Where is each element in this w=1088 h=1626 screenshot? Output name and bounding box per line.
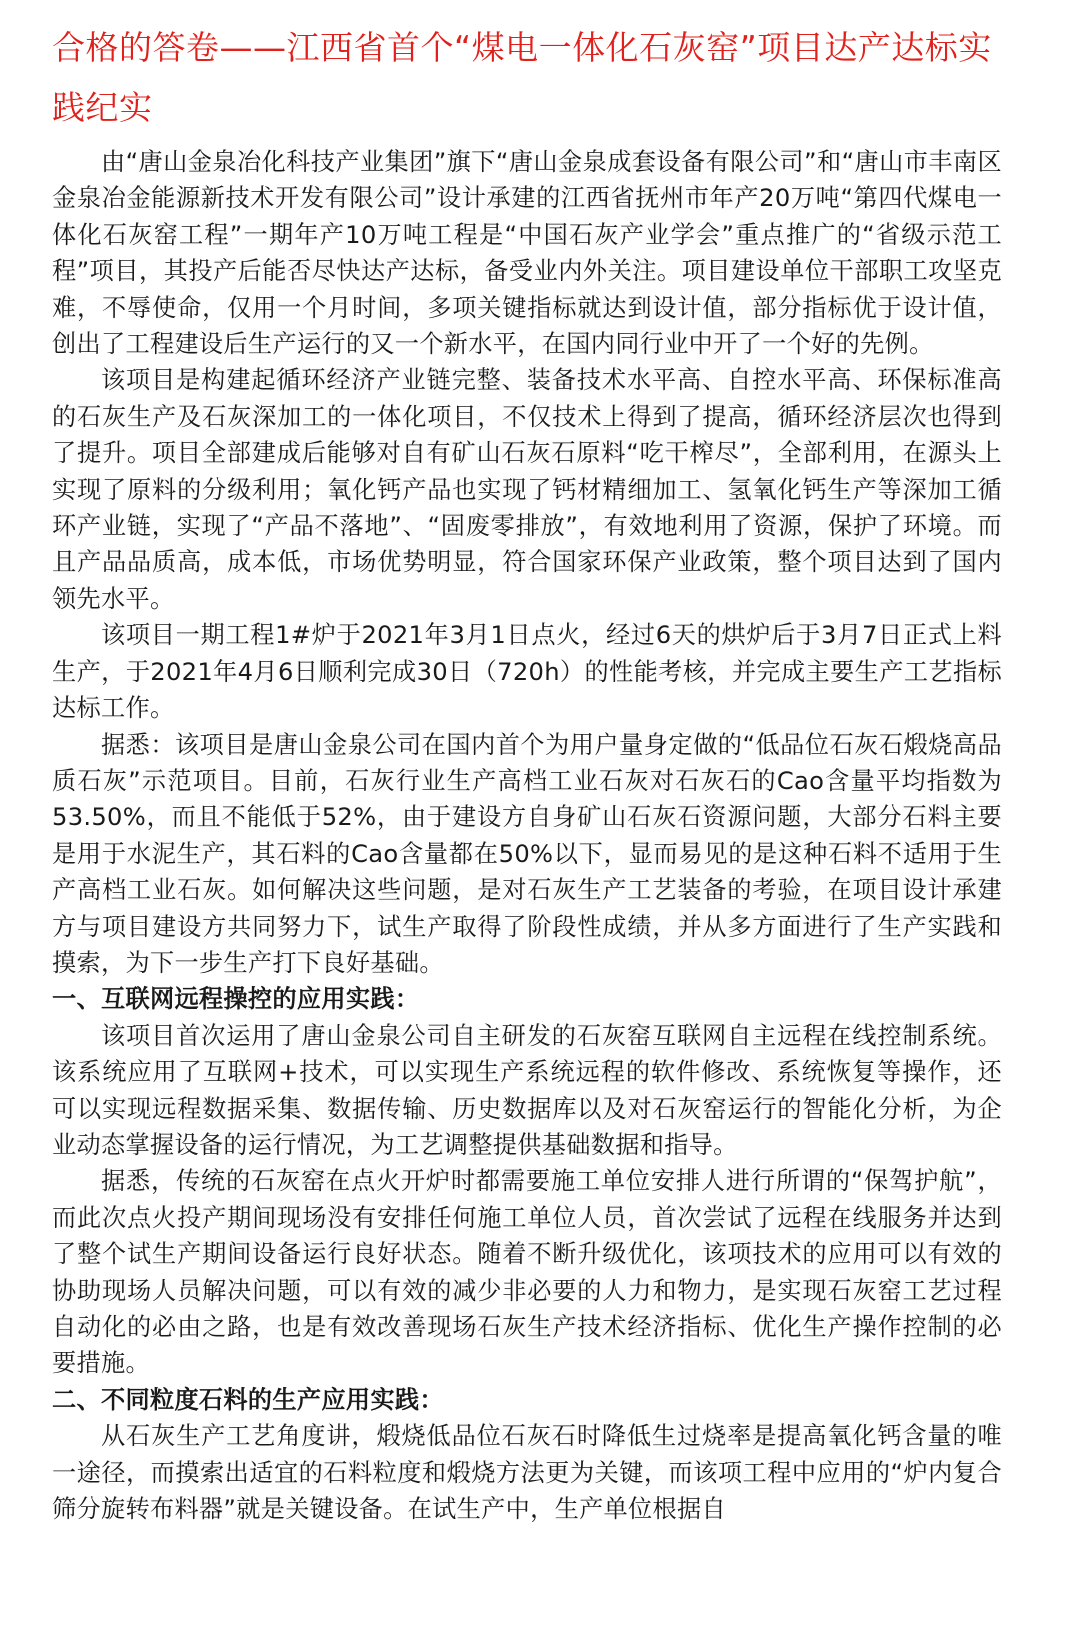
paragraph-low-grade-limestone: 据悉：该项目是唐山金泉公司在国内首个为用户量身定做的“低品位石灰石煅烧高品质石灰”示范项目。目前，石灰行业生产高档工业石灰对石灰石的Cao含量平均指数为53.50%，而且不能低于52%，由于建设方自身矿山石灰石资源问题，大部分石料主要是用于水泥生产，其石料的Cao含量都在50%以下，显而易见的是这种石料不适用于生产高档工业石灰。如何解决这些问题，是对石灰生产工艺装备的考验，在项目设计承建方与项目建设方共同努力下，试生产取得了阶段性成绩，并从多方面进行了生产实践和摸索，为下一步生产打下良好基础。 xyxy=(52,730,1002,977)
paragraph-ignition-timeline: 该项目一期工程1#炉于2021年3月1日点火，经过6天的烘炉后于3月7日正式上料生产，于2021年4月6日顺利完成30日（720h）的性能考核，并完成主要生产工艺指标达标工作。 xyxy=(52,621,1002,723)
paragraph-project-overview: 该项目是构建起循环经济产业链完整、装备技术水平高、自控水平高、环保标准高的石灰生产及石灰深加工的一体化项目，不仅技术上得到了提高，循环经济层次也得到了提升。项目全部建成后能够对自有矿山石灰石原料“吃干榨尽”，全部利用，在源头上实现了原料的分级利用；氧化钙产品也实现了钙材精细加工、氢氧化钙生产等深加工循环产业链，实现了“产品不落地”、“固废零排放”，有效地利用了资源，保护了环境。而且产品品质高，成本低，市场优势明显，符合国家环保产业政策，整个项目达到了国内领先水平。 xyxy=(52,366,1002,613)
section-heading-remote-control: 一、互联网远程操控的应用实践： xyxy=(52,985,420,1014)
paragraph-granularity-practice: 从石灰生产工艺角度讲，煅烧低品位石灰石时降低生过烧率是提高氧化钙含量的唯一途径，而摸索出适宜的石料粒度和煅烧方法更为关键，而该项工程中应用的“炉内复合筛分旋转布料器”就是关键设备。在试生产中，生产单位根据自 xyxy=(52,1422,1002,1524)
paragraph-intro: 由“唐山金泉冶化科技产业集团”旗下“唐山金泉成套设备有限公司”和“唐山市丰南区金泉冶金能源新技术开发有限公司”设计承建的江西省抚州市年产20万吨“第四代煤电一体化石灰窑工程”一期年产10万吨工程是“中国石灰产业学会”重点推广的“省级示范工程”项目，其投产后能否尽快达产达标，备受业内外关注。项目建设单位干部职工攻坚克难，不辱使命，仅用一个月时间，多项关键指标就达到设计值，部分指标优于设计值，创出了工程建设后生产运行的又一个新水平，在国内同行业中开了一个好的先例。 xyxy=(52,148,1002,359)
section-heading-stone-granularity: 二、不同粒度石料的生产应用实践： xyxy=(52,1385,444,1414)
paragraph-remote-control-system: 该项目首次运用了唐山金泉公司自主研发的石灰窑互联网自主远程在线控制系统。该系统应用了互联网+技术，可以实现生产系统远程的软件修改、系统恢复等操作，还可以实现远程数据采集、数据传输、历史数据库以及对石灰窑运行的智能化分析，为企业动态掌握设备的运行情况，为工艺调整提供基础数据和指导。 xyxy=(52,1021,1002,1159)
document-page xyxy=(52,18,1002,1527)
article-title: 合格的答卷——江西省首个“煤电一体化石灰窑”项目达产达标实践纪实 xyxy=(52,28,992,127)
paragraph-remote-service: 据悉，传统的石灰窑在点火开炉时都需要施工单位安排人进行所谓的“保驾护航”，而此次点火投产期间现场没有安排任何施工单位人员，首次尝试了远程在线服务并达到了整个试生产期间设备运行良好状态。随着不断升级优化，该项技术的应用可以有效的协助现场人员解决问题，可以有效的减少非必要的人力和物力，是实现石灰窑工艺过程自动化的必由之路，也是有效改善现场石灰生产技术经济指标、优化生产操作控制的必要措施。 xyxy=(52,1167,1002,1378)
